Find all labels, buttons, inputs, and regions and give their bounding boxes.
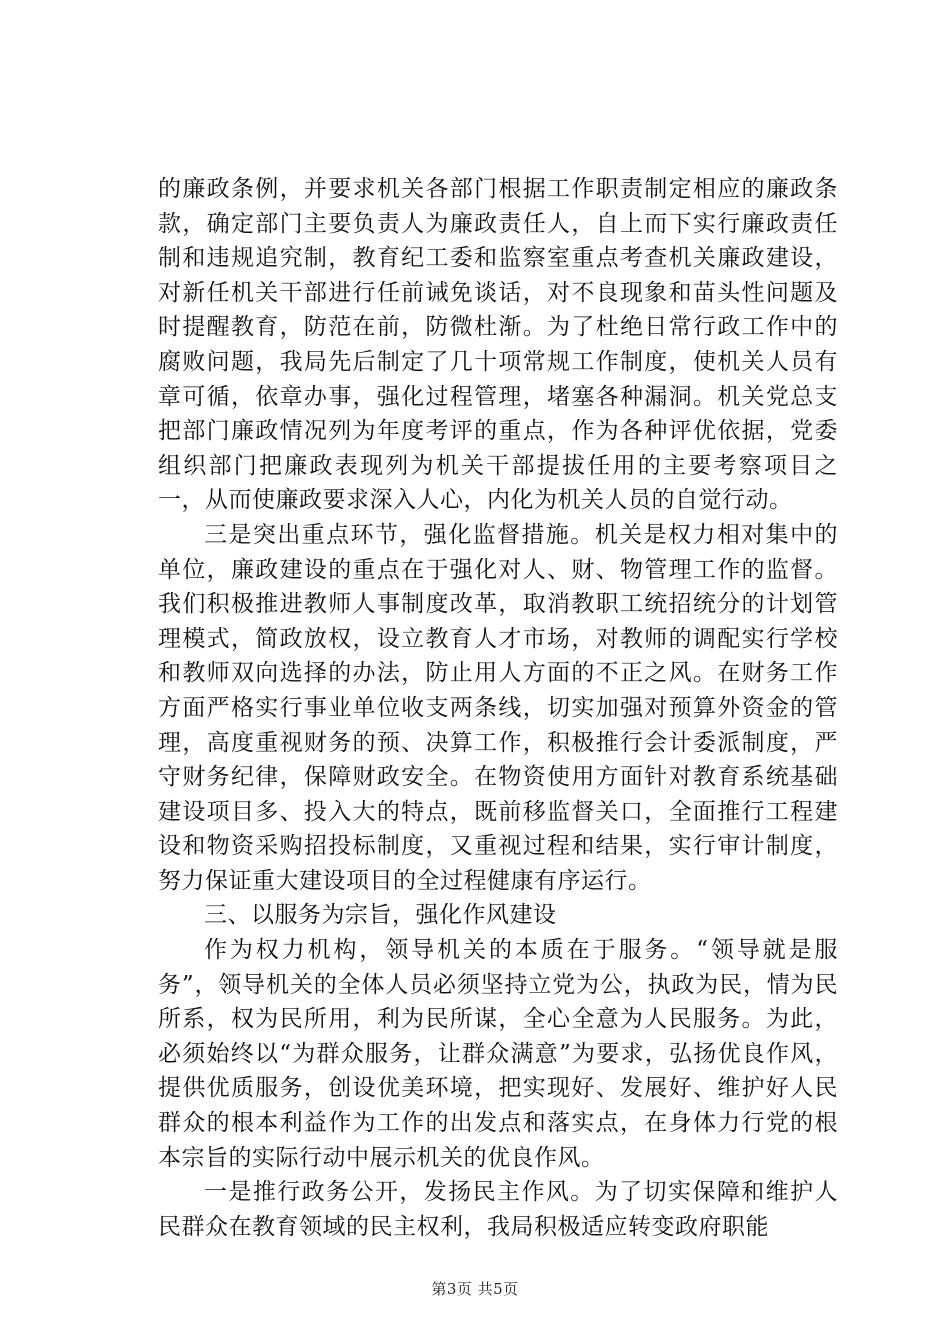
paragraph-government-openness: 一是推行政务公开，发扬民主作风。为了切实保障和维护人民群众在教育领域的民主权利，我局积极适应转变政府职能 bbox=[158, 1179, 838, 1240]
document-body bbox=[158, 172, 838, 1244]
paragraph-service-purpose: 作为权力机构，领导机关的本质在于服务。“领导就是服务”，领导机关的全体人员必须坚持立党为公，执政为民，情为民所系，权为民所用，利为民所谋，全心全意为人民服务。为此，必须始终以“为群众服务，让群众满意”为要求，弘扬优良作风，提供优质服务，创设优美环境，把实现好、发展好、维护好人民群众的根本利益作为工作的出发点和落实点，在身体力行党的根本宗旨的实际行动中展示机关的优良作风。 bbox=[158, 937, 838, 1171]
paragraph-supervision-measures: 三是突出重点环节，强化监督措施。机关是权力相对集中的单位，廉政建设的重点在于强化对人、财、物管理工作的监督。我们积极推进教师人事制度改革，取消教职工统招统分的计划管理模式，简政放权，设立教育人才市场，对教师的调配实行学校和教师双向选择的办法，防止用人方面的不正之风。在财务工作方面严格实行事业单位收支两条线，切实加强对预算外资金的管理，高度重视财务的预、决算工作，积极推行会计委派制度，严守财务纪律，保障财政安全。在物资使用方面针对教育系统基础建设项目多、投入大的特点，既前移监督关口，全面推行工程建设和物资采购招投标制度，又重视过程和结果，实行审计制度，努力保证重大建设项目的全过程健康有序运行。 bbox=[158, 521, 838, 894]
page-footer: 第3页 共5页 bbox=[431, 1280, 519, 1298]
section-heading-service: 三、以服务为宗旨，强化作风建设 bbox=[204, 902, 557, 929]
paragraph-continuation: 的廉政条例，并要求机关各部门根据工作职责制定相应的廉政条款，确定部门主要负责人为廉政责任人，自上而下实行廉政责任制和违规追究制，教育纪工委和监察室重点考查机关廉政建设，对新任机关干部进行任前诫免谈话，对不良现象和苗头性问题及时提醒教育，防范在前，防微杜渐。为了杜绝日常行政工作中的腐败问题，我局先后制定了几十项常规工作制度，使机关人员有章可循，依章办事，强化过程管理，堵塞各种漏洞。机关党总支把部门廉政情况列为年度考评的重点，作为各种评优依据，党委组织部门把廉政表现列为机关干部提拔任用的主要考察项目之一，从而使廉政要求深入人心，内化为机关人员的自觉行动。 bbox=[158, 176, 838, 514]
